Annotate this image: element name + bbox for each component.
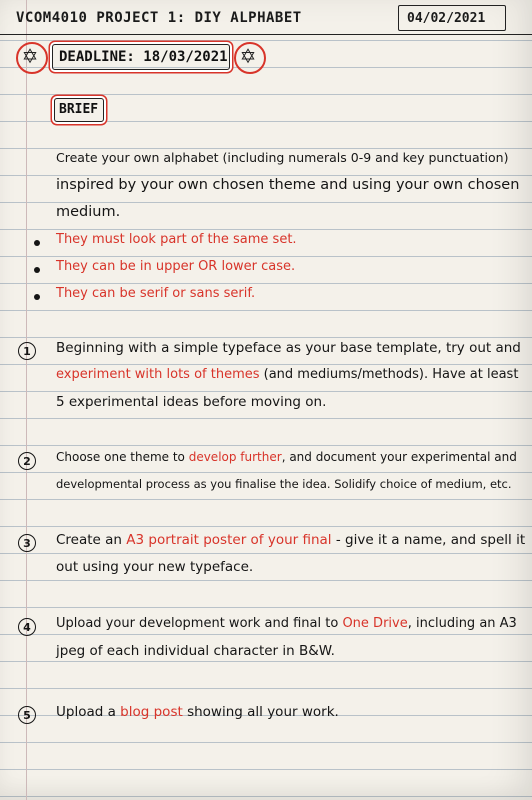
step-text: Create an — [56, 532, 127, 548]
step-line — [56, 704, 339, 720]
star-of-david-icon: ✡ — [21, 44, 39, 68]
date-box — [398, 5, 506, 31]
step-line — [56, 367, 518, 382]
bullet-dot — [34, 267, 40, 273]
star-of-david-icon: ✡ — [239, 44, 257, 68]
bullet-dot — [34, 294, 40, 300]
step-text: Choose one theme to — [56, 450, 189, 464]
deadline-label: DEADLINE: 18/03/2021 — [59, 49, 228, 65]
step-text: out using your new typeface. — [56, 559, 254, 575]
brief-heading-box — [54, 98, 104, 122]
brief-rule: They can be in upper OR lower case. — [56, 259, 296, 274]
deadline-row — [16, 42, 276, 72]
step-line — [56, 643, 335, 659]
step-text: , and document your experimental and — [281, 450, 517, 464]
step-text: , including an A3 — [407, 616, 517, 631]
step-text: 5 experimental ideas before moving on. — [56, 394, 327, 410]
step-text: developmental process as you finalise the idea. Solidify choice of medium, etc. — [56, 477, 512, 491]
deadline-box — [52, 44, 230, 70]
highlighted-text: blog post — [120, 704, 183, 720]
highlighted-text: develop further — [188, 450, 282, 464]
course-title: VCOM4010 PROJECT 1: DIY ALPHABET — [16, 10, 302, 26]
margin-line — [26, 0, 27, 800]
page-header — [0, 0, 532, 35]
brief-rule: They must look part of the same set. — [56, 232, 297, 247]
highlighted-text: One Drive — [342, 616, 408, 631]
step-line — [56, 616, 517, 631]
step-number-icon: 1 — [18, 342, 36, 360]
brief-rule: They can be serif or sans serif. — [56, 286, 256, 301]
step-line — [56, 477, 512, 491]
bullet-dot — [34, 240, 40, 246]
step-text: - give it a name, and spell it — [331, 532, 526, 548]
header-date: 04/02/2021 — [407, 11, 486, 26]
step-line — [56, 394, 326, 410]
step-number-icon: 3 — [18, 534, 36, 552]
step-text: jpeg of each individual character in B&W. — [56, 643, 335, 659]
step-text: Beginning with a simple typeface as your base template, try out and — [56, 340, 521, 356]
highlighted-text: A3 portrait poster of your final — [126, 532, 332, 548]
step-text: (and mediums/methods). Have at least — [259, 367, 519, 382]
brief-heading: BRIEF — [59, 102, 99, 117]
step-text: showing all your work. — [182, 704, 339, 720]
highlighted-text: experiment with lots of themes — [56, 367, 260, 382]
step-text: Upload a — [56, 704, 121, 720]
step-line — [56, 532, 525, 548]
brief-intro-line: medium. — [56, 204, 121, 220]
brief-intro-line: inspired by your own chosen theme and using your own chosen — [56, 177, 520, 193]
step-number-icon: 5 — [18, 706, 36, 724]
step-line — [56, 559, 253, 575]
step-text: Upload your development work and final to — [56, 616, 343, 631]
step-line — [56, 340, 521, 356]
step-number-icon: 2 — [18, 452, 36, 470]
step-line — [56, 450, 517, 464]
step-number-icon: 4 — [18, 618, 36, 636]
brief-intro-line: Create your own alphabet (including numerals 0-9 and key punctuation) — [56, 150, 509, 165]
